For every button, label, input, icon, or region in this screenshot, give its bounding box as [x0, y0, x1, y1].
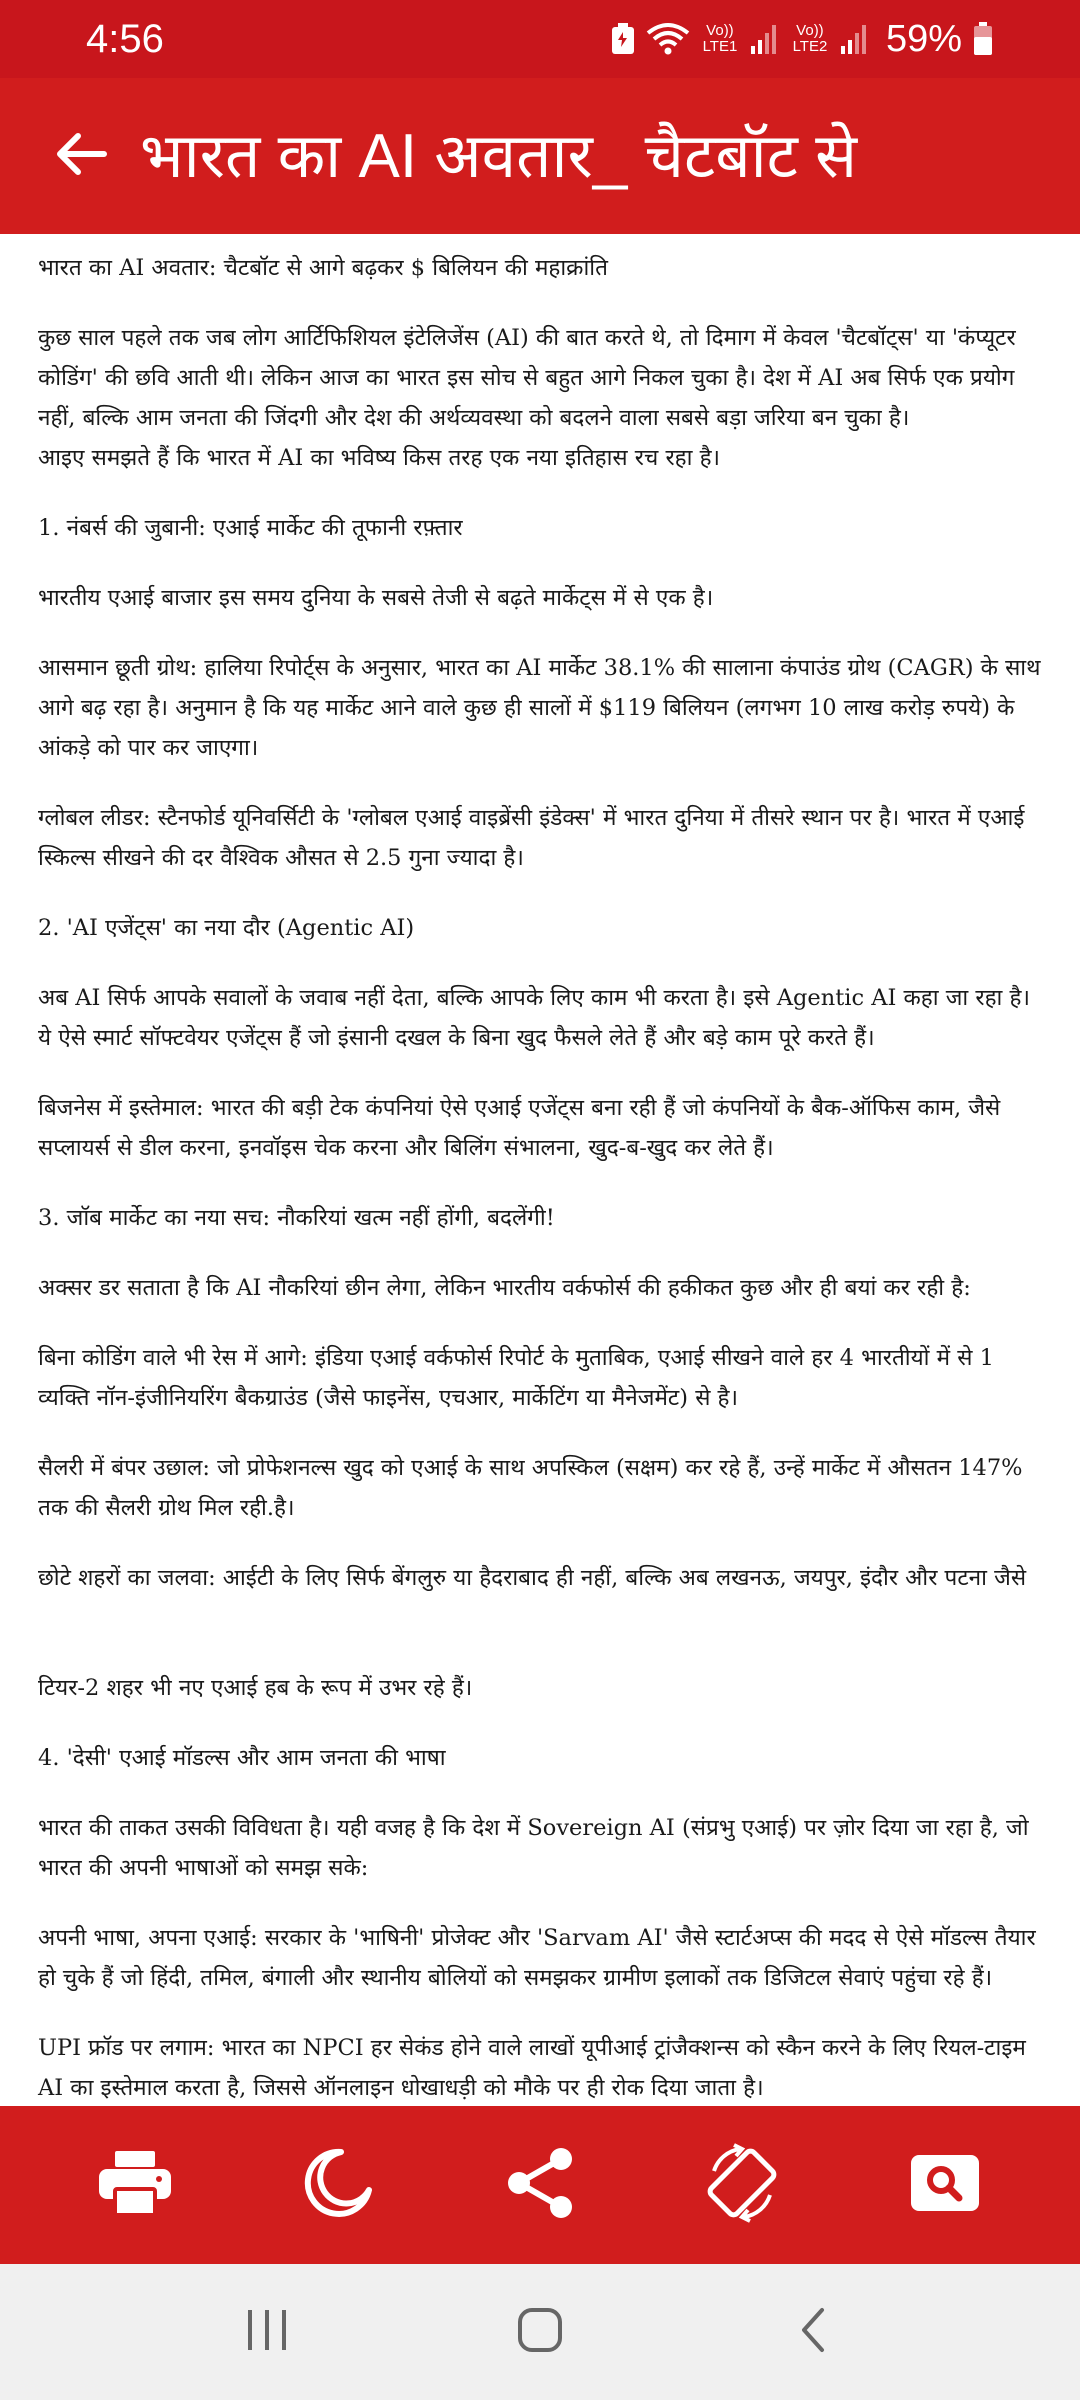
section-heading-2: 2. 'AI एजेंट्स' का नया दौर (Agentic AI) [38, 915, 415, 941]
paragraph: अपनी भाषा, अपना एआई: सरकार के 'भाषिनी' प्रोजेक्ट और 'Sarvam AI' जैसे स्टार्टअप्स की मदद से ऐसे मॉडल्स तैयार हो चुके हैं जो हिंदी, तमिल, बंगाली और स्थानीय बोलियों को समझकर ग्रामीण इलाकों तक डिजिटल सेवाएं पहुंचा रहे हैं। [38, 1925, 1036, 1991]
paragraph: भारतीय एआई बाजार इस समय दुनिया के सबसे तेजी से बढ़ते मार्केट्स में से एक है। [38, 585, 714, 611]
paragraph-intro: कुछ साल पहले तक जब लोग आर्टिफिशियल इंटेलिजेंस (AI) की बात करते थे, तो दिमाग में केवल 'चैटबॉट्स' या 'कंप्यूटर कोडिंग' की छवि आती थी। लेकिन आज का भारत इस सोच से बहुत आगे निकल चुका है। देश में AI अब सिर्फ एक प्रयोग नहीं, बल्कि आम जनता की जिंदगी और देश की अर्थव्यवस्था को बदलने वाला सबसे बड़ा जरिया बन चुका है। आइए समझते हैं कि भारत में AI का भविष्य किस तरह एक नया इतिहास रच रहा है। [38, 325, 1016, 471]
night-mode-button[interactable] [283, 2130, 393, 2240]
paragraph: बिजनेस में इस्तेमाल: भारत की बड़ी टेक कंपनियां ऐसे एआई एजेंट्स बना रही हैं जो कंपनियों के बैक-ऑफिस काम, जैसे सप्लायर्स से डील करना, इनवॉइस चेक करना और बिलिंग संभालना, खुद-ब-खुद कर लेते हैं। [38, 1095, 1001, 1161]
system-nav-bar [0, 2264, 1080, 2400]
status-bar [0, 0, 1080, 78]
recent-apps-button[interactable] [217, 2282, 317, 2382]
paragraph: ग्लोबल लीडर: स्टैनफोर्ड यूनिवर्सिटी के 'ग्लोबल एआई वाइब्रेंसी इंडेक्स' में भारत दुनिया में तीसरे स्थान पर है। भारत में एआई स्किल्स सीखने की दर वैश्विक औसत से 2.5 गुना ज्यादा है। [38, 805, 1025, 871]
back-button[interactable] [44, 120, 116, 192]
recent-apps-icon [244, 2308, 290, 2356]
paragraph: आसमान छूती ग्रोथ: हालिया रिपोर्ट्स के अनुसार, भारत का AI मार्केट 38.1% की सालाना कंपाउंड ग्रोथ (CAGR) के साथ आगे बढ़ रहा है। अनुमान है कि यह मार्केट आने वाले कुछ ही सालों में $119 बिलियन (लगभग 10 लाख करोड़ रुपये) के आंकड़े को पार कर जाएगा। [38, 655, 1041, 761]
sim1-signal-icon [750, 22, 780, 56]
screen-rotation-icon [700, 2141, 784, 2229]
sim1-label: Vo)) LTE1 [702, 22, 738, 55]
print-icon [97, 2149, 173, 2221]
home-button[interactable] [490, 2282, 590, 2382]
wifi-icon [646, 21, 690, 57]
sim2-signal-icon [840, 22, 870, 56]
bottom-toolbar [0, 2106, 1080, 2264]
status-time: 4:56 [86, 17, 164, 61]
nav-back-button[interactable] [763, 2282, 863, 2382]
battery-saver-icon [610, 22, 636, 56]
paragraph: भारत की ताकत उसकी विविधता है। यही वजह है कि देश में Sovereign AI (संप्रभु एआई) पर ज़ोर दिया जा रहा है, जो भारत की अपनी भाषाओं को समझ सके: [38, 1815, 1029, 1881]
app-bar [0, 78, 1080, 234]
moon-icon [303, 2148, 373, 2222]
paragraph: अक्सर डर सताता है कि AI नौकरियां छीन लेगा, लेकिन भारतीय वर्कफोर्स की हकीकत कुछ और ही बयां कर रही है: [38, 1275, 971, 1301]
section-heading-3: 3. जॉब मार्केट का नया सच: नौकरियां खत्म नहीं होंगी, बदलेंगी! [38, 1205, 555, 1231]
article-heading: भारत का AI अवतार: चैटबॉट से आगे बढ़कर $ बिलियन की महाक्रांति [38, 255, 608, 281]
status-icons [610, 12, 994, 66]
section-heading-4: 4. 'देसी' एआई मॉडल्स और आम जनता की भाषा [38, 1745, 446, 1771]
search-icon [909, 2153, 981, 2217]
paragraph: अब AI सिर्फ आपके सवालों के जवाब नहीं देता, बल्कि आपके लिए काम भी करता है। इसे Agentic AI कहा जा रहा है। ये ऐसे स्मार्ट सॉफ्टवेयर एजेंट्स हैं जो इंसानी दखल के बिना खुद फैसले लेते हैं और बड़े काम पूरे करते हैं। [38, 985, 1030, 1051]
article-body [0, 234, 1080, 2106]
search-button[interactable] [890, 2130, 1000, 2240]
share-button[interactable] [485, 2130, 595, 2240]
battery-percentage: 59% [885, 17, 962, 60]
home-icon [516, 2306, 564, 2358]
print-button[interactable] [80, 2130, 190, 2240]
rotate-button[interactable] [687, 2130, 797, 2240]
page-title: भारत का AI अवतार_ चैटबॉट से [140, 122, 858, 191]
paragraph: टियर-2 शहर भी नए एआई हब के रूप में उभर रहे हैं। [38, 1675, 473, 1701]
paragraph: UPI फ्रॉड पर लगाम: भारत का NPCI हर सेकंड होने वाले लाखों यूपीआई ट्रांजैक्शन्स को स्कैन करने के लिए रियल-टाइम AI का इस्तेमाल करता है, जिससे ऑनलाइन धोखाधड़ी को मौके पर ही रोक दिया जाता है। [38, 2035, 1026, 2101]
paragraph: सैलरी में बंपर उछाल: जो प्रोफेशनल्स खुद को एआई के साथ अपस्किल (सक्षम) कर रहे हैं, उन्हें मार्केट में औसतन 147% तक की सैलरी ग्रोथ मिल रही.है। [38, 1455, 1023, 1521]
back-icon [798, 2306, 828, 2358]
battery-icon [972, 21, 994, 57]
sim2-label: Vo)) LTE2 [792, 22, 828, 55]
share-icon [505, 2146, 575, 2224]
paragraph: बिना कोडिंग वाले भी रेस में आगे: इंडिया एआई वर्कफोर्स रिपोर्ट के मुताबिक, एआई सीखने वाले हर 4 भारतीयों में से 1 व्यक्ति नॉन-इंजीनियरिंग बैकग्राउंड (जैसे फाइनेंस, एचआर, मार्केटिंग या मैनेजमेंट) से है। [38, 1345, 994, 1411]
section-heading-1: 1. नंबर्स की जुबानी: एआई मार्केट की तूफानी रफ़्तार [38, 515, 463, 541]
paragraph: छोटे शहरों का जलवा: आईटी के लिए सिर्फ बेंगलुरु या हैदराबाद ही नहीं, बल्कि अब लखनऊ, जयपुर, इंदौर और पटना जैसे [38, 1565, 1027, 1591]
arrow-left-icon [52, 130, 108, 182]
